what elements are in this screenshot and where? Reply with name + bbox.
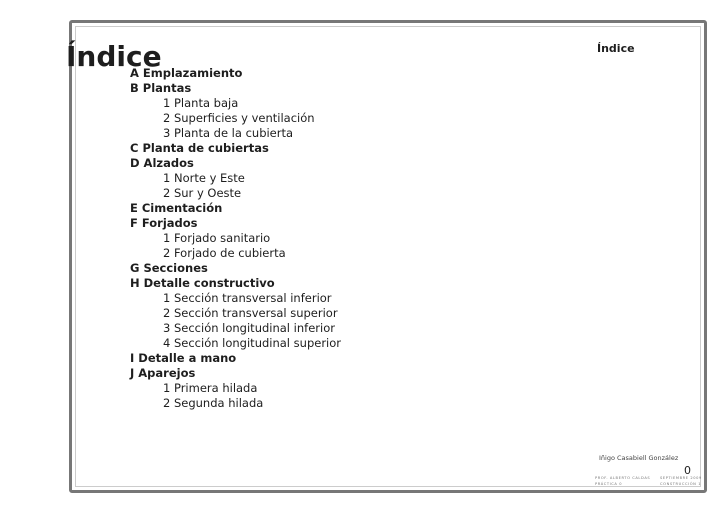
toc-section: J Aparejos xyxy=(130,366,196,380)
toc-subsection: 1 Sección transversal inferior xyxy=(163,291,332,305)
toc-section: B Plantas xyxy=(130,81,192,95)
table-of-contents xyxy=(130,66,341,411)
author-name: Iñigo Casabiell González xyxy=(599,454,679,462)
toc-subsection: 2 Sección transversal superior xyxy=(163,306,338,320)
toc-section: D Alzados xyxy=(130,156,194,170)
toc-subsection: 3 Planta de la cubierta xyxy=(163,126,294,140)
toc-section: E Cimentación xyxy=(130,201,223,215)
footer-meta-right xyxy=(660,475,702,487)
toc-subsection: 1 Primera hilada xyxy=(163,381,258,395)
toc-section: G Secciones xyxy=(130,261,208,275)
toc-section: F Forjados xyxy=(130,216,198,230)
footer-meta-line: SEPTIEMBRE 2009 xyxy=(660,476,702,480)
toc-subsection: 4 Sección longitudinal superior xyxy=(163,336,342,350)
footer-meta-line: CONSTRUCCIÓN 1 xyxy=(660,482,702,486)
footer-meta-left xyxy=(595,475,650,487)
toc-section: H Detalle constructivo xyxy=(130,276,275,290)
toc-subsection: 1 Planta baja xyxy=(163,96,239,110)
footer-meta-line: PRÁCTICA 0 xyxy=(595,482,623,486)
page-number: 0 xyxy=(684,464,691,477)
corner-title: Índice xyxy=(597,42,635,55)
toc-subsection: 1 Norte y Este xyxy=(163,171,245,185)
toc-section: A Emplazamiento xyxy=(130,66,243,80)
toc-subsection: 2 Sur y Oeste xyxy=(163,186,242,200)
toc-section: I Detalle a mano xyxy=(130,351,237,365)
toc-subsection: 2 Forjado de cubierta xyxy=(163,246,286,260)
toc-subsection: 2 Segunda hilada xyxy=(163,396,264,410)
footer-meta-line: PROF. ALBERTO CALDAS xyxy=(595,476,651,480)
page-title: Índice xyxy=(66,40,162,73)
toc-subsection: 2 Superficies y ventilación xyxy=(163,111,315,125)
toc-subsection: 1 Forjado sanitario xyxy=(163,231,271,245)
toc-subsection: 3 Sección longitudinal inferior xyxy=(163,321,335,335)
toc-section: C Planta de cubiertas xyxy=(130,141,269,155)
